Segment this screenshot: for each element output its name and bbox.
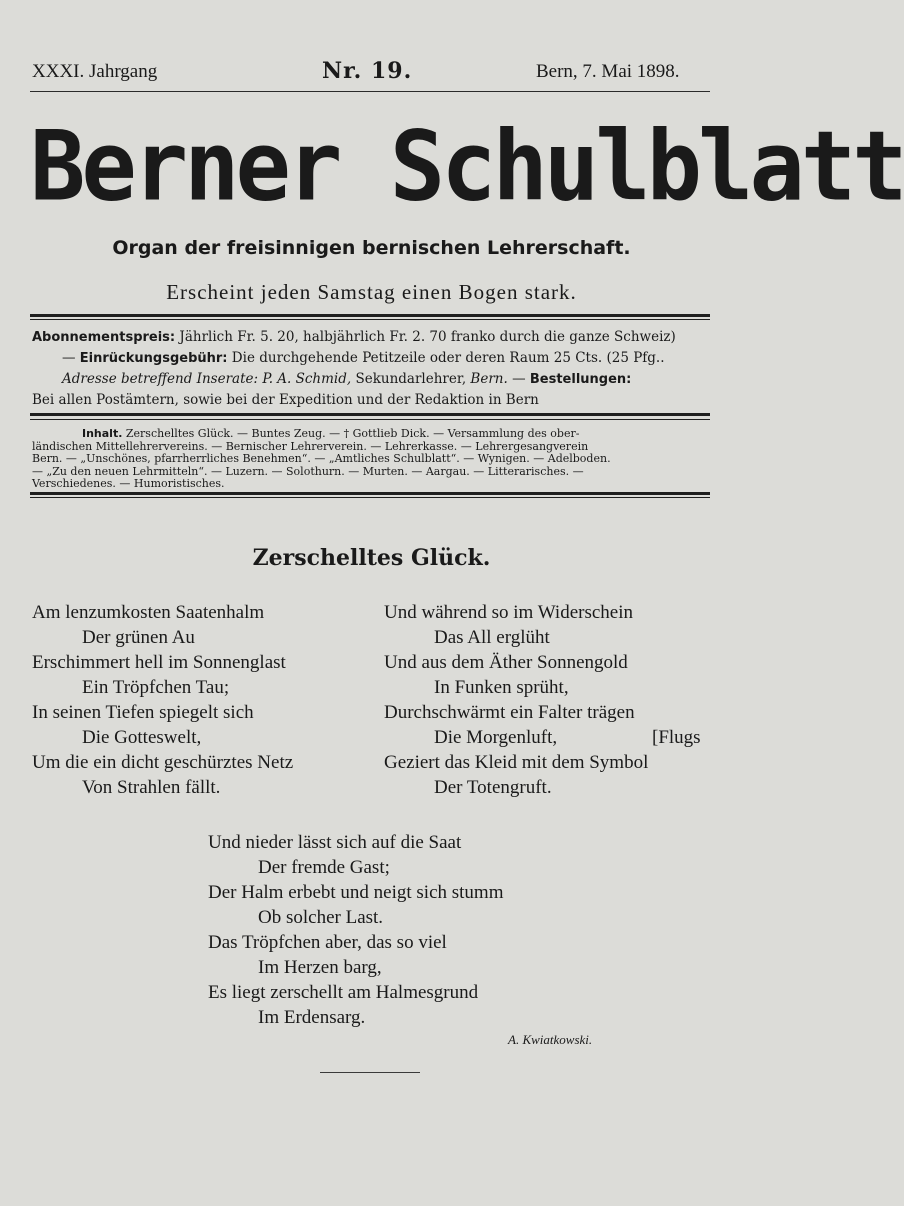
divider-thin bbox=[30, 319, 710, 320]
poem-line: Der fremde Gast; bbox=[258, 857, 390, 878]
orders-text: Bei allen Postämtern, sowie bei der Expedition und der Redaktion in Bern bbox=[32, 392, 539, 408]
poem-line: In seinen Tiefen spiegelt sich bbox=[32, 702, 254, 723]
poem-line: Und während so im Widerschein bbox=[384, 602, 633, 623]
address-role: Sekundarlehrer, bbox=[351, 371, 471, 387]
fee-line: — Einrückungsgebühr: Die durchgehende Petitzeile oder deren Raum 25 Cts. (25 Pfg.. bbox=[62, 350, 665, 366]
contents-line: Zerschelltes Glück. — Buntes Zeug. — † Gottlieb Dick. — Versammlung des ober- bbox=[122, 427, 580, 440]
poem-line: Die Gotteswelt, bbox=[82, 727, 202, 748]
table-of-contents bbox=[32, 428, 714, 491]
issue-number: Nr. 19. bbox=[322, 58, 413, 84]
poem-line: Von Strahlen fällt. bbox=[82, 777, 221, 798]
poem-stanza-left bbox=[32, 600, 293, 800]
poem-line: Im Erdensarg. bbox=[258, 1007, 366, 1028]
poem-line: In Funken sprüht, bbox=[434, 677, 569, 698]
price-text: Jährlich Fr. 5. 20, halbjährlich Fr. 2. 70 franko durch die ganze Schweiz) bbox=[175, 329, 676, 345]
poem-line: Und nieder lässt sich auf die Saat bbox=[208, 832, 462, 853]
place-date: Bern, 7. Mai 1898. bbox=[536, 61, 680, 82]
poem-line: Im Herzen barg, bbox=[258, 957, 382, 978]
poem-title: Zerschelltes Glück. bbox=[252, 545, 491, 571]
poem-line bbox=[384, 725, 701, 750]
poem-author: A. Kwiatkowski. bbox=[508, 1032, 593, 1047]
orders-label: Bestellungen: bbox=[529, 372, 632, 387]
address-city: Bern. bbox=[470, 371, 508, 387]
poem-line: Und aus dem Äther Sonnengold bbox=[384, 652, 628, 673]
divider-thick bbox=[30, 314, 710, 317]
poem-line: Das Tröpfchen aber, das so viel bbox=[208, 932, 447, 953]
address-name: P. A. Schmid, bbox=[258, 371, 352, 387]
poem-line-carryover: [Flugs bbox=[652, 727, 701, 748]
fee-label: Einrückungsgebühr: bbox=[79, 351, 228, 366]
divider-thick bbox=[30, 413, 710, 416]
poem-line: Es liegt zerschellt am Halmesgrund bbox=[208, 982, 479, 1003]
poem-line: Geziert das Kleid mit dem Symbol bbox=[384, 752, 649, 773]
divider-thick bbox=[30, 492, 710, 495]
poem-line: Der Totengruft. bbox=[434, 777, 552, 798]
poem-line: Um die ein dicht geschürztes Netz bbox=[32, 752, 294, 773]
address-label: Adresse betreffend Inserate: bbox=[62, 371, 259, 387]
masthead-title: Berner Schulblatt bbox=[30, 110, 904, 223]
price-label: Abonnementspreis: bbox=[32, 330, 176, 345]
contents-line: ländischen Mittellehrervereins. — Bernischer Lehrerverein. — Lehrerkasse. — Lehrergesangverein bbox=[32, 439, 589, 453]
end-rule bbox=[320, 1072, 420, 1073]
poem-line-text: Die Morgenluft, bbox=[434, 727, 558, 748]
contents-label: Inhalt. bbox=[82, 427, 123, 440]
address-line: Adresse betreffend Inserate: P. A. Schmid, Sekundarlehrer, Bern. — Bestellungen: bbox=[62, 371, 632, 387]
volume-label: XXXI. Jahrgang bbox=[32, 61, 158, 82]
divider-thin bbox=[30, 419, 710, 420]
poem-line: Durchschwärmt ein Falter trägen bbox=[384, 702, 635, 723]
poem-line: Der Halm erbebt und neigt sich stumm bbox=[208, 882, 504, 903]
poem-line: Ob solcher Last. bbox=[258, 907, 384, 928]
poem-stanza-bottom bbox=[208, 830, 504, 1030]
contents-line: Verschiedenes. — Humoristisches. bbox=[32, 477, 225, 490]
poem-line: Der grünen Au bbox=[82, 627, 195, 648]
poem-line: Das All erglüht bbox=[434, 627, 550, 648]
contents-line: Bern. — „Unschönes, pfarrherrliches Benehmen“. — „Amtliches Schulblatt“. — Wynigen. — Adelboden. bbox=[32, 452, 611, 465]
masthead-subtitle: Organ der freisinnigen bernischen Lehrerschaft. bbox=[112, 237, 631, 259]
header-rule bbox=[30, 91, 710, 92]
price-line bbox=[32, 327, 712, 348]
contents-line: — „Zu den neuen Lehrmitteln“. — Luzern. — Solothurn. — Murten. — Aargau. — Litterarisches. — bbox=[32, 464, 584, 478]
poem-stanza-right bbox=[384, 600, 701, 800]
subscription-info bbox=[32, 327, 712, 411]
poem-line: Am lenzumkosten Saatenhalm bbox=[32, 602, 265, 623]
divider-thin bbox=[30, 497, 710, 498]
fee-text: Die durchgehende Petitzeile oder deren Raum 25 Cts. (25 Pfg.. bbox=[227, 350, 665, 366]
poem-line: Ein Tröpfchen Tau; bbox=[82, 677, 230, 698]
publication-frequency: Erscheint jeden Samstag einen Bogen stark. bbox=[166, 280, 577, 304]
poem-line: Erschimmert hell im Sonnenglast bbox=[32, 652, 286, 673]
